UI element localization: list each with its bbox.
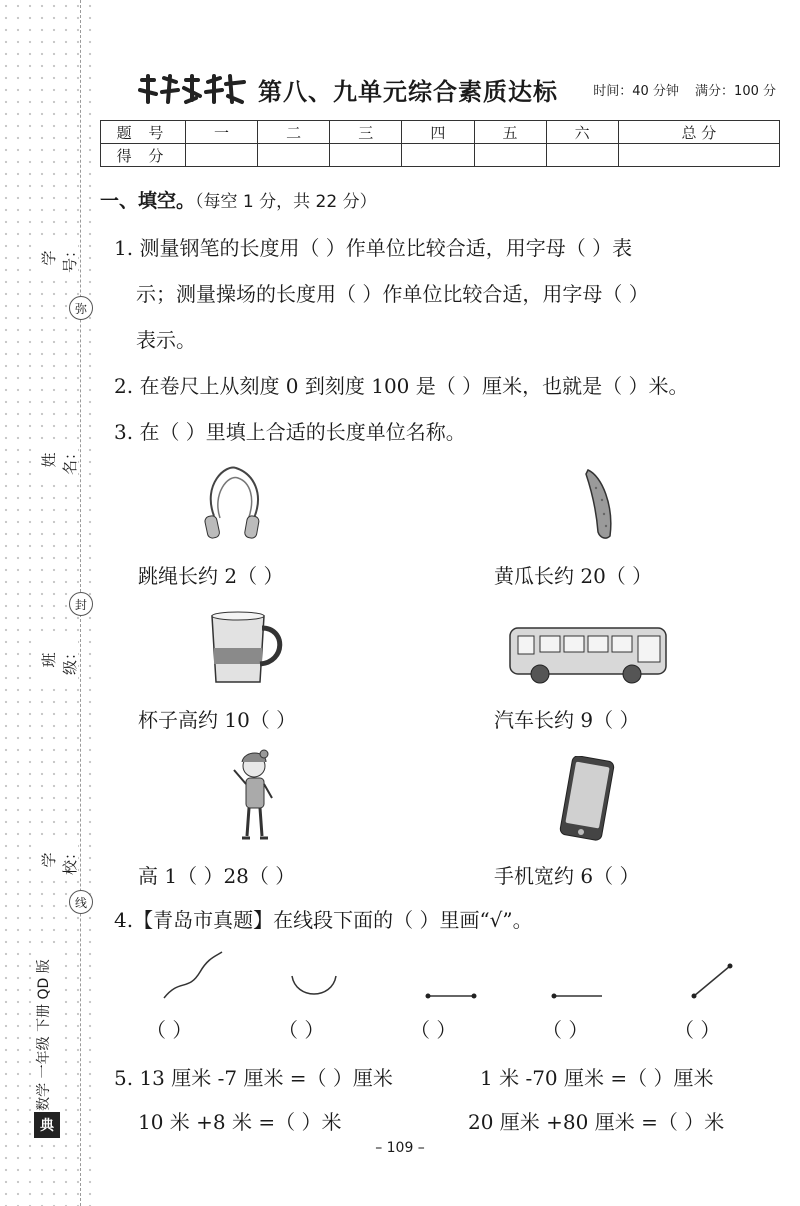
score-cell[interactable]: [546, 144, 618, 167]
question-5-right-2: 20 厘米 +80 厘米 =（ ）米: [468, 1110, 725, 1134]
answer-paren-3[interactable]: （ ）: [410, 1018, 457, 1042]
question-3: 3. 在（ ）里填上合适的长度单位名称。: [114, 420, 466, 444]
question-5-right-1: 1 米 -70 厘米 =（ ）厘米: [480, 1066, 714, 1090]
exam-meta: [581, 80, 776, 99]
bus-picture: [508, 624, 670, 686]
item-bus: 汽车长约 9（ ）: [494, 708, 640, 732]
section-title: 一、填空。: [100, 190, 196, 212]
page-number: – 109 –: [375, 1140, 425, 1156]
item-phone: 手机宽约 6（ ）: [494, 864, 640, 888]
seal-xian: 线: [69, 890, 93, 914]
score-cell[interactable]: [258, 144, 330, 167]
col-header: 二: [258, 121, 330, 144]
item-girl-height: 高 1（ ）28（ ）: [138, 864, 296, 888]
time-limit: 时间：40 分钟: [593, 84, 679, 99]
answer-paren-4[interactable]: （ ）: [542, 1018, 589, 1042]
col-header: 一: [186, 121, 258, 144]
col-header: 总 分: [618, 121, 779, 144]
score-cell[interactable]: [330, 144, 402, 167]
student-id-label: 学号：: [38, 238, 78, 278]
cup-picture: [206, 606, 288, 686]
row-label-score: 得 分: [101, 144, 186, 167]
question-5-left-2: 10 米 +8 米 =（ ）米: [138, 1110, 342, 1134]
class-label: 班级：: [38, 640, 78, 680]
decorative-brush-glyphs: [136, 72, 248, 106]
section-note: （每空 1 分，共 22 分）: [195, 192, 377, 212]
row-label-number: 题 号: [101, 121, 186, 144]
col-header: 五: [474, 121, 546, 144]
score-cell[interactable]: [186, 144, 258, 167]
name-label: 姓名：: [38, 440, 78, 480]
question-2: 2. 在卷尺上从刻度 0 到刻度 100 是（ ）厘米，也就是（ ）米。: [114, 374, 689, 398]
col-header: 三: [330, 121, 402, 144]
seal-feng: 封: [69, 592, 93, 616]
arc-figure: [292, 976, 336, 994]
score-cell[interactable]: [474, 144, 546, 167]
question-5-left-1: 5. 13 厘米 -7 厘米 =（ ）厘米: [114, 1066, 393, 1090]
jump-rope-picture: [198, 464, 270, 544]
page-header: [136, 70, 776, 110]
score-table: [100, 120, 780, 167]
seal-mi: 弥: [69, 296, 93, 320]
girl-picture: [228, 748, 284, 844]
full-score: 满分：100 分: [695, 84, 776, 99]
segment-figure-2: [692, 964, 733, 999]
score-table-row: [101, 121, 780, 144]
phone-picture: [556, 756, 616, 842]
score-table-row: [101, 144, 780, 167]
answer-paren-2[interactable]: （ ）: [278, 1018, 325, 1042]
section-heading: [100, 186, 377, 213]
question-1-line-3: 表示。: [136, 328, 196, 352]
curve-figure: [164, 952, 222, 998]
question-1-line-2: 示；测量操场的长度用（ ）作单位比较合适，用字母（ ）: [136, 282, 649, 306]
brand-block: [28, 940, 68, 1140]
score-cell[interactable]: [402, 144, 474, 167]
school-label: 学校：: [38, 840, 78, 880]
line-figures: [150, 948, 770, 1004]
item-cucumber: 黄瓜长约 20（ ）: [494, 564, 653, 588]
score-cell[interactable]: [618, 144, 779, 167]
page-title: 第八、九单元综合素质达标: [258, 78, 558, 106]
answer-paren-5[interactable]: （ ）: [674, 1018, 721, 1042]
book-edition-text: 数学 一年级 下册 QD 版: [33, 945, 63, 1125]
col-header: 四: [402, 121, 474, 144]
binding-margin: [0, 0, 92, 1206]
brand-logo: 典: [34, 1112, 60, 1138]
item-cup: 杯子高约 10（ ）: [138, 708, 297, 732]
segment-figure-1: [426, 994, 477, 999]
col-header: 六: [546, 121, 618, 144]
cucumber-picture: [580, 466, 620, 542]
answer-paren-1[interactable]: （ ）: [146, 1018, 193, 1042]
question-1-line-1: 1. 测量钢笔的长度用（ ）作单位比较合适，用字母（ ）表: [114, 236, 633, 260]
question-4: 4.【青岛市真题】在线段下面的（ ）里画“√”。: [114, 908, 533, 932]
item-jump-rope: 跳绳长约 2（ ）: [138, 564, 284, 588]
